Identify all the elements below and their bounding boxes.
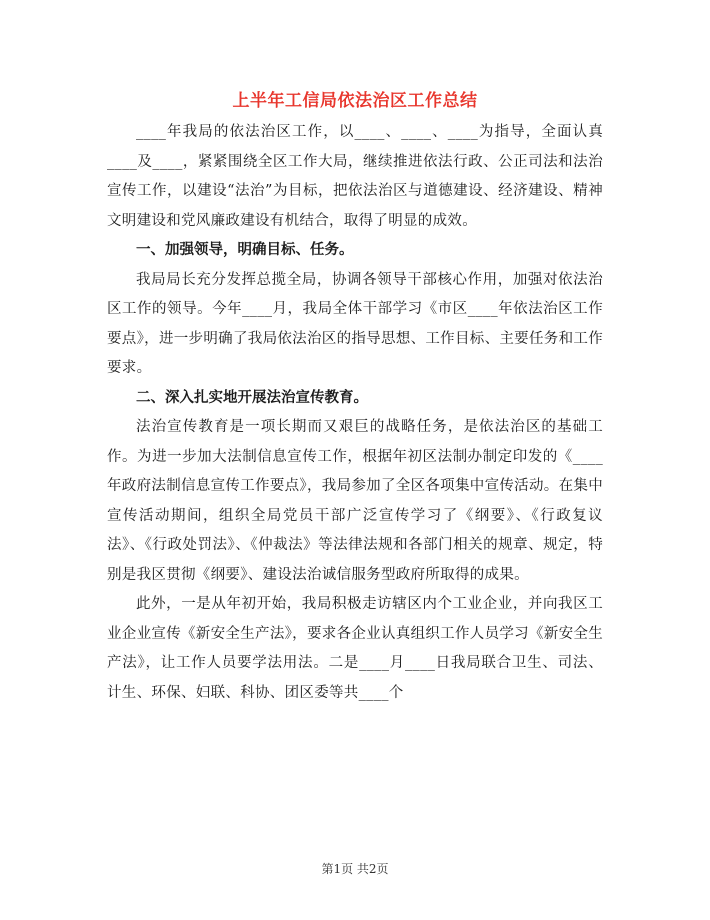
paragraph-section-1: 我局局长充分发挥总揽全局，协调各领导干部核心作用，加强对依法治区工作的领导。今年____月，我局全体干部学习《市区____年依法治区工作要点》，进一步明确了我局依法治区的指导思想、工作目标、主要任务和工作要求。 [107,271,603,376]
paragraph-section-2: 法治宣传教育是一项长期而又艰巨的战略任务，是依法治区的基础工作。为进一步加大法制信息宣传工作，根据年初区法制办制定印发的《____年政府法制信息宣传工作要点》，我局参加了全区各项集中宣传活动。在集中宣传活动期间，组织全局党员干部广泛宣传学习了《纲要》、《行政复议法》、《行政处罚法》、《仲裁法》等法律法规和各部门相关的规章、规定，特别是我区贯彻《纲要》、建设法治诚信服务型政府所取得的成果。 [107,419,603,583]
paragraph-intro: ____年我局的依法治区工作，以____、____、____为指导，全面认真____及____，紧紧围绕全区工作大局，继续推进依法行政、公正司法和法治宣传工作，以建设“法治”为目标，把依法治区与道德建设、经济建设、精神文明建设和党风廉政建设有机结合，取得了明显的成效。 [107,124,603,229]
section-heading-2: 二、深入扎实地开展法治宣传教育。 [136,389,368,406]
document-body [107,118,603,708]
page-footer: 第1页 共2页 [321,862,389,876]
section-heading-1: 一、加强领导，明确目标、任务。 [136,242,354,258]
paragraph-section-2-continued: 此外，一是从年初开始，我局积极走访辖区内个工业企业，并向我区工业企业宣传《新安全生产法》，要求各企业认真组织工作人员学习《新安全生产法》，让工作人员要学法用法。二是____月____日我局联合卫生、司法、计生、环保、妇联、科协、团区委等共____个 [107,596,603,701]
document-title: 上半年工信局依法治区工作总结 [232,91,478,111]
